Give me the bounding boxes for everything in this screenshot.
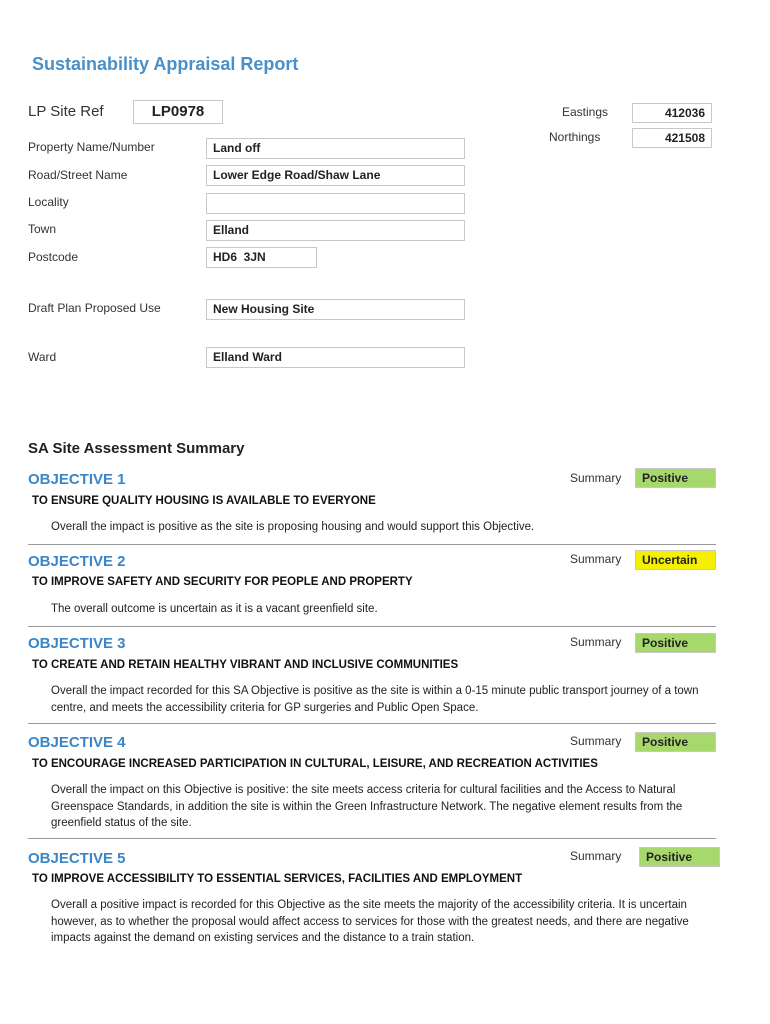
ward-field: Elland Ward (206, 347, 465, 368)
divider (28, 626, 716, 627)
postcode-label: Postcode (28, 250, 79, 264)
objective-1-title: OBJECTIVE 1 (28, 471, 126, 488)
ward-label: Ward (28, 350, 57, 364)
divider (28, 544, 716, 545)
objective-5-subtitle: TO IMPROVE ACCESSIBILITY TO ESSENTIAL SERVICES, FACILITIES AND EMPLOYMENT (32, 873, 523, 885)
divider (28, 723, 716, 724)
site-ref-value: LP0978 (133, 100, 223, 124)
objective-2-text: The overall outcome is uncertain as it is a vacant greenfield site. (51, 603, 378, 615)
road-street-field: Lower Edge Road/Shaw Lane (206, 165, 465, 186)
northings-value: 421508 (632, 128, 712, 148)
objective-5-text: Overall a positive impact is recorded for this Objective as the site meets the majority of the accessibility criteria. It is uncertain however, as to whether the proposal would affect access to services for those with the greatest needs, and there are negative impacts against the demand on existing services and the distance to a train station. (51, 899, 689, 944)
town-field: Elland (206, 220, 465, 241)
eastings-label: Eastings (562, 105, 609, 119)
objective-1-summary-label: Summary (570, 471, 622, 485)
objective-2-status-badge: Uncertain (635, 550, 716, 570)
objective-2-title: OBJECTIVE 2 (28, 553, 126, 570)
proposed-use-field: New Housing Site (206, 299, 465, 320)
objective-3-title: OBJECTIVE 3 (28, 635, 126, 652)
objective-5-summary-label: Summary (570, 849, 622, 863)
property-name-label: Property Name/Number (28, 140, 155, 154)
locality-label: Locality (28, 195, 69, 209)
objective-3-status-badge: Positive (635, 633, 716, 653)
objective-4-text: Overall the impact on this Objective is positive: the site meets access criteria for cultural facilities and the Access to Natural Greenspace Standards, in addition the site is within the Green Infrastructure Network. The negative element results from the greenfield status of the site. (51, 784, 683, 829)
objective-4-subtitle: TO ENCOURAGE INCREASED PARTICIPATION IN CULTURAL, LEISURE, AND RECREATION ACTIVITIES (32, 758, 598, 770)
objective-2-subtitle: TO IMPROVE SAFETY AND SECURITY FOR PEOPLE AND PROPERTY (32, 576, 413, 588)
assessment-heading: SA Site Assessment Summary (28, 440, 245, 457)
objective-5-title: OBJECTIVE 5 (28, 850, 126, 867)
objective-4-summary-label: Summary (570, 734, 622, 748)
eastings-value: 412036 (632, 103, 712, 123)
objective-3-summary-label: Summary (570, 635, 622, 649)
objective-5-status-badge: Positive (639, 847, 720, 867)
locality-field (206, 193, 465, 214)
proposed-use-label: Draft Plan Proposed Use (28, 301, 161, 315)
postcode-field: HD6 3JN (206, 247, 317, 268)
page-title: Sustainability Appraisal Report (32, 54, 299, 74)
objective-1-text: Overall the impact is positive as the site is proposing housing and would support this Objective. (51, 521, 535, 533)
road-street-label: Road/Street Name (28, 168, 128, 182)
divider (28, 838, 716, 839)
objective-2-summary-label: Summary (570, 552, 622, 566)
objective-3-subtitle: TO CREATE AND RETAIN HEALTHY VIBRANT AND INCLUSIVE COMMUNITIES (32, 659, 459, 671)
objective-1-status-badge: Positive (635, 468, 716, 488)
objective-1-subtitle: TO ENSURE QUALITY HOUSING IS AVAILABLE TO EVERYONE (32, 495, 376, 507)
objective-4-title: OBJECTIVE 4 (28, 734, 126, 751)
town-label: Town (28, 222, 57, 236)
objective-3-text: Overall the impact recorded for this SA Objective is positive as the site is within a 0-15 minute public transport journey of a town centre, and meets the accessibility criteria for GP surgeries and Public Open Space. (51, 685, 699, 714)
property-name-field: Land off (206, 138, 465, 159)
northings-label: Northings (549, 130, 601, 144)
objective-4-status-badge: Positive (635, 732, 716, 752)
site-ref-label: LP Site Ref (28, 103, 104, 120)
